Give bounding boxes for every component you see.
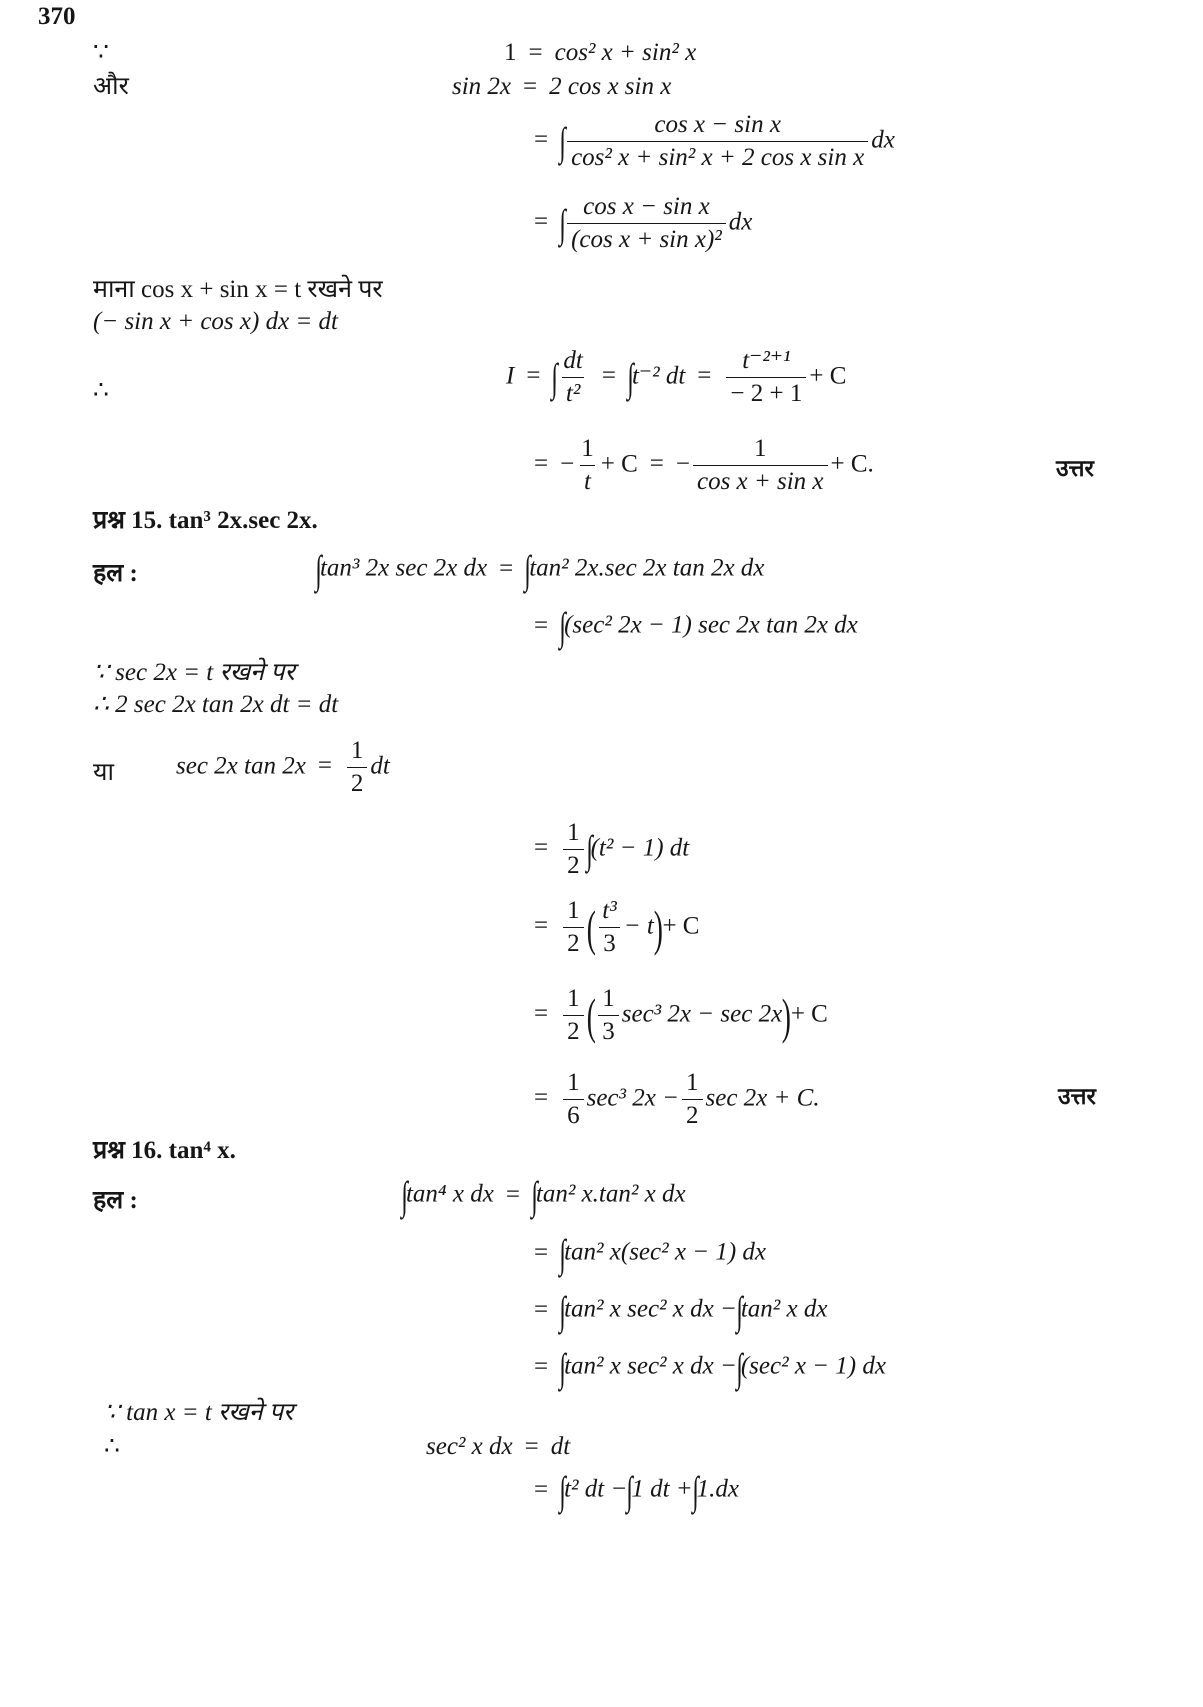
q16-step-2: = ∫tan² x sec² x dx −∫tan² x dx — [534, 1288, 828, 1333]
intro-step-2: = ∫ $\frac{\text{cos x − sin x}}{\text{(cos x + sin x)²}}$ dx — [534, 193, 753, 254]
q15-result: = $\frac{1}{6}$ sec³ 2x − $\frac{1}{2}$ sec 2x + C. — [534, 1069, 820, 1130]
q16-step-1: = ∫tan² x(sec² x − 1) dx — [534, 1231, 766, 1276]
q16-therefore-symbol: ∴ — [104, 1433, 120, 1460]
therefore-symbol: ∴ — [93, 377, 109, 404]
q15-step-4: = $\frac{1}{2}$ ( $\frac{1}{3}$ sec³ 2x − sec 2x)+ C — [534, 985, 828, 1046]
q16-step-0: ∫tan⁴ x dx = ∫tan² x.tan² x dx — [401, 1173, 686, 1218]
identity-2: sin 2x = 2 cos x sin x — [452, 73, 672, 100]
q16-step-4: = ∫t² dt −∫1 dt +∫1.dx — [534, 1468, 739, 1513]
differential-line: (− sin x + cos x) dx = dt — [93, 308, 338, 335]
q15-hal-label: हल : — [93, 560, 138, 587]
q15-step-2: = $\frac{1}{2}$ ∫(t² − 1) dt — [534, 819, 690, 880]
answer-label-2: उत्तर — [1058, 1084, 1096, 1109]
identity-1: 1 = cos² x + sin² x — [504, 39, 697, 66]
q15-ya-expression: sec 2x tan 2x = $\frac{1}{2}$ dt — [176, 737, 390, 798]
question-15-title: प्रश्न 15. tan³ 2x.sec 2x. — [93, 507, 318, 534]
q15-differential: ∴ 2 sec 2x tan 2x dt = dt — [93, 691, 339, 718]
intro-result: = − $\frac{1}{t}$ + C = − $\frac{1}{\text{cos x + sin x}}$ + C. — [534, 435, 874, 496]
answer-label-1: उत्तर — [1056, 456, 1094, 481]
q15-substitution: ∵ sec 2x = t रखने पर — [93, 659, 295, 686]
q15-ya-word: या — [93, 759, 114, 786]
because-symbol: ∵ — [93, 39, 109, 66]
question-16-title: प्रश्न 16. tan⁴ x. — [93, 1137, 236, 1164]
intro-integral-I: I = ∫ $\frac{dt}{\text{t²}}$ = ∫t⁻² dt = $\frac{\text{t⁻²⁺¹}}{- 2 + 1}$ + C — [506, 347, 847, 408]
intro-step-1: = ∫ $\frac{\text{cos x − sin x}}{\text{cos² x + sin² x + 2 cos x sin x}}$ dx — [534, 111, 895, 172]
q16-hal-label: हल : — [93, 1187, 138, 1214]
q16-substitution: ∵ tan x = t रखने पर — [104, 1399, 294, 1426]
q15-step-1: = ∫(sec² 2x − 1) sec 2x tan 2x dx — [534, 604, 858, 649]
substitution-line: माना cos x + sin x = t रखने पर — [93, 276, 383, 303]
q15-step-3: = $\frac{1}{2}$ ( $\frac{\text{t³}}{3}$ − t)+ C — [534, 897, 700, 958]
q16-step-3: = ∫tan² x sec² x dx −∫(sec² x − 1) dx — [534, 1345, 886, 1390]
q16-sub2: sec² x dx = dt — [426, 1433, 571, 1460]
page-number: 370 — [38, 3, 76, 30]
q15-step-0: ∫tan³ 2x sec 2x dx = ∫tan² 2x.sec 2x tan 2x dx — [315, 547, 765, 592]
and-word: और — [93, 73, 129, 100]
